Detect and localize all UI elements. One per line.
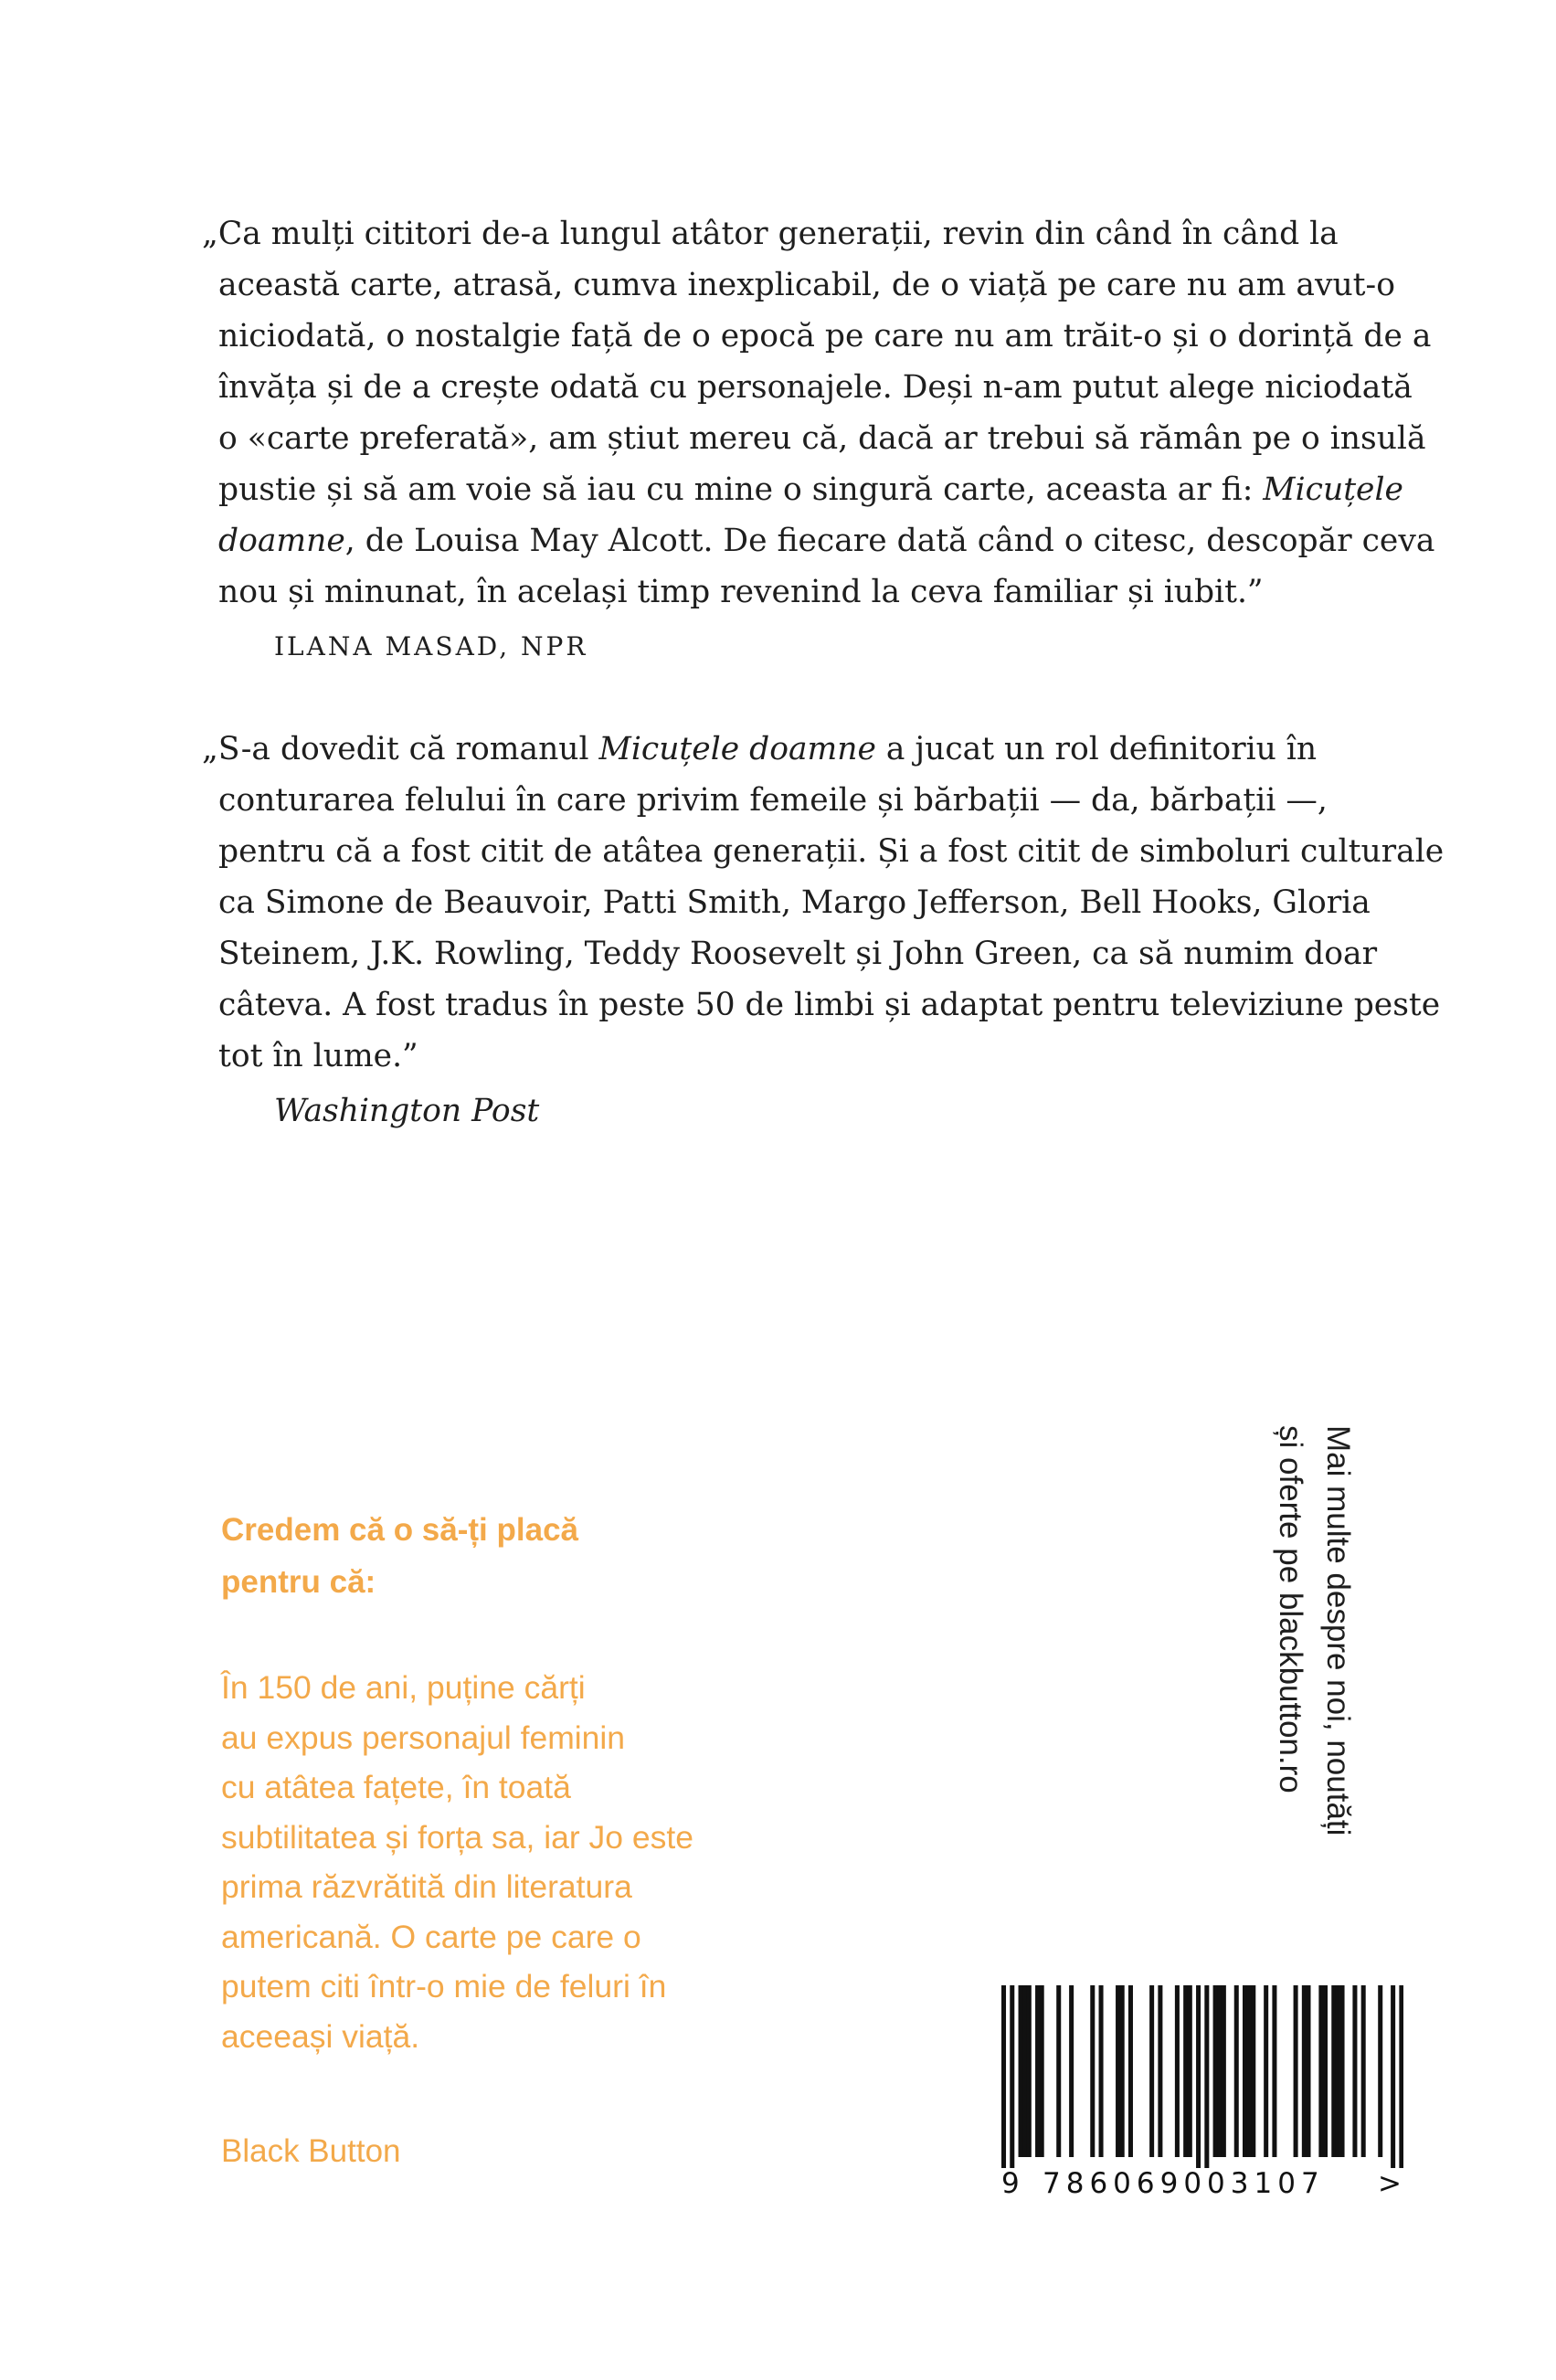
barcode-bar: [1022, 1985, 1027, 2157]
barcode-bar: [1116, 1985, 1120, 2157]
promo-line: prima răzvrătită din literatura: [221, 1868, 632, 1905]
review-quote-npr: [202, 208, 1435, 672]
quote-line: pentru că a fost citit de atâtea generații. Și a fost citit de simboluri culturale: [218, 833, 1445, 870]
barcode-bar: [1158, 1985, 1162, 2157]
promo-line: cu atâtea fațete, în toată: [221, 1769, 571, 1805]
barcode-bar: [1056, 1985, 1061, 2157]
barcode-bar: [1352, 1985, 1357, 2157]
quote-line: [205, 515, 1435, 566]
barcode-bar: [1069, 1985, 1074, 2157]
barcode-bar: [1001, 1985, 1006, 2168]
quote-line: conturarea felului în care privim femeile și bărbații — da, bărbații —,: [218, 782, 1328, 819]
quote-line: Steinem, J.K. Rowling, Teddy Roosevelt și John Green, ca să numim doar: [218, 936, 1378, 972]
barcode-bar: [1035, 1985, 1040, 2157]
barcode-bar: [1188, 1985, 1192, 2157]
heading-line: pentru că:: [221, 1564, 376, 1600]
barcode-bar: [1294, 1985, 1298, 2157]
quote-line: tot în lume.”: [218, 1038, 418, 1074]
quote-attribution: Washington Post: [274, 1093, 540, 1129]
isbn-first-digit: 9: [1001, 2167, 1020, 2200]
quote-text: „S-a dovedit că romanul: [202, 731, 589, 767]
barcode-bar: [1099, 1985, 1104, 2157]
barcode-bar: [1175, 1985, 1180, 2157]
quote-line: [202, 724, 1411, 775]
barcode-bar: [1302, 1985, 1307, 2157]
barcode-bar: [1247, 1985, 1252, 2157]
barcode-bar: [1399, 1985, 1403, 2168]
barcode-bar: [1243, 1985, 1247, 2157]
barcode-bar: [1272, 1985, 1276, 2157]
barcode-bar: [1090, 1985, 1095, 2157]
publisher-signature: Black Button: [221, 2133, 401, 2169]
quote-line: nou și minunat, în același timp revenind la ceva familiar și iubit.”: [218, 574, 1264, 610]
book-title: Micuțele: [1263, 471, 1403, 508]
isbn-digits: 786069003107: [1043, 2167, 1325, 2200]
barcode-bar: [1010, 1985, 1014, 2168]
quote-line: „Ca mulți cititori de-a lungul atâtor generații, revin din când în când la: [202, 216, 1339, 252]
barcode-bar: [1336, 1985, 1340, 2157]
barcode-bar: [1019, 1985, 1023, 2157]
quote-line: ca Simone de Beauvoir, Patti Smith, Margo Jefferson, Bell Hooks, Gloria: [218, 884, 1371, 921]
barcode-bar: [1340, 1985, 1345, 2157]
quiet-zone-marker: >: [1378, 2167, 1402, 2200]
publisher-website-note: [1266, 1425, 1361, 1937]
quote-line: câteva. A fost tradus în peste 50 de limbi și adaptat pentru televiziune peste: [218, 987, 1441, 1023]
barcode-bar: [1040, 1985, 1044, 2157]
promo-line: În 150 de ani, puține cărți: [221, 1669, 586, 1706]
barcode-bar: [1196, 1985, 1201, 2168]
book-title: doamne: [218, 523, 345, 559]
barcode-bar: [1331, 1985, 1336, 2157]
barcode-bar: [1391, 1985, 1395, 2168]
barcode-bar: [1204, 1985, 1209, 2168]
barcode-bar: [1251, 1985, 1255, 2157]
barcode-bar: [1323, 1985, 1328, 2157]
quote-text: , de Louisa May Alcott. De fiecare dată când o citesc, descopăr ceva: [344, 523, 1435, 559]
barcode-bar: [1128, 1985, 1133, 2157]
barcode-bar: [1318, 1985, 1323, 2157]
promo-line: putem citi într-o mie de feluri în: [221, 1968, 667, 2004]
promo-line: subtilitatea și forța sa, iar Jo este: [221, 1818, 693, 1856]
barcode-bar: [1234, 1985, 1239, 2157]
barcode-bar: [1361, 1985, 1366, 2157]
barcode-bar: [1183, 1985, 1188, 2157]
website-note-line: Mai multe despre noi, noutăți: [1320, 1425, 1356, 1836]
barcode-bar: [1149, 1985, 1154, 2157]
promo-line: americană. O carte pe care o: [221, 1918, 641, 1955]
quote-line: niciodată, o nostalgie față de o epocă pe care nu am trăit-o și o dorință de a: [218, 318, 1432, 354]
promo-line: aceeași viață.: [221, 2017, 420, 2055]
barcode-bar: [1306, 1985, 1310, 2157]
quote-attribution: ILANA MASAD, NPR: [274, 631, 588, 661]
quote-line: [205, 464, 1411, 515]
barcode-bar: [1378, 1985, 1382, 2157]
quote-text: a jucat un rol definitoriu în: [885, 731, 1318, 767]
barcode-bar: [1120, 1985, 1125, 2157]
quote-line: această carte, atrasă, cumva inexplicabil, de o viață pe care nu am avut-o: [218, 267, 1395, 303]
heading-line: Credem că o să-ți placă: [221, 1512, 578, 1548]
barcode-bar: [1222, 1985, 1226, 2157]
barcode-bar: [1027, 1985, 1032, 2157]
barcode-bar: [1217, 1985, 1222, 2157]
publisher-recommendation-text: [221, 1663, 693, 2061]
book-title: Micuțele doamne: [598, 731, 876, 767]
isbn-barcode: [1001, 1985, 1403, 2168]
quote-line: o «carte preferată», am știut mereu că, dacă ar trebui să rămân pe o insulă: [218, 420, 1426, 457]
review-quote-washington-post: [202, 724, 1445, 1137]
quote-text: pustie și să am voie să iau cu mine o singură carte, aceasta ar fi:: [218, 471, 1254, 508]
promo-line: au expus personajul feminin: [221, 1719, 626, 1756]
barcode-bar: [1264, 1985, 1268, 2157]
website-note-line: și oferte pe blackbutton.ro: [1273, 1425, 1308, 1793]
barcode-bar: [1213, 1985, 1218, 2157]
quote-line: învăța și de a crește odată cu personajele. Deși n-am putut alege niciodată: [218, 369, 1413, 406]
